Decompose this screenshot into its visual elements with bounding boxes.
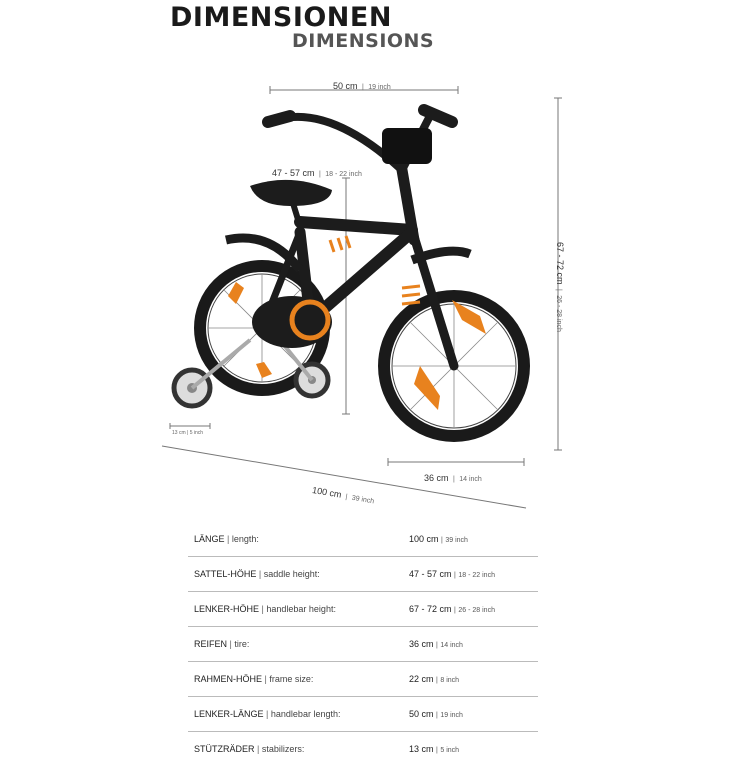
table-row bbox=[188, 592, 538, 627]
front-fender bbox=[412, 251, 470, 260]
spec-label: REIFEN | tire: bbox=[188, 627, 393, 662]
spec-label: LÄNGE | length: bbox=[188, 522, 393, 557]
tire-label: 36 cm | 14 inch bbox=[424, 468, 482, 486]
spec-value: 50 cm | 19 inch bbox=[393, 697, 538, 732]
spec-label: SATTEL-HÖHE | saddle height: bbox=[188, 557, 393, 592]
table-row bbox=[188, 627, 538, 662]
spec-value: 13 cm | 5 inch bbox=[393, 732, 538, 766]
tire-diameter-line bbox=[388, 458, 524, 466]
spec-label: LENKER-LÄNGE | handlebar length: bbox=[188, 697, 393, 732]
stabilizer-label: 13 cm | 5 inch bbox=[172, 430, 203, 436]
spec-value: 100 cm | 39 inch bbox=[393, 522, 538, 557]
spec-label: LENKER-HÖHE | handlebar height: bbox=[188, 592, 393, 627]
spec-label: RAHMEN-HÖHE | frame size: bbox=[188, 662, 393, 697]
saddle bbox=[250, 180, 332, 206]
spec-value: 22 cm | 8 inch bbox=[393, 662, 538, 697]
width-label: 50 cm | 19 inch bbox=[333, 76, 391, 94]
title-german: DIMENSIONEN bbox=[170, 2, 392, 33]
stabilizer-width-line bbox=[170, 423, 210, 429]
total-height-label: 67 - 72 cm | 26 - 28 inch bbox=[552, 242, 570, 332]
spec-label: STÜTZRÄDER | stabilizers: bbox=[188, 732, 393, 766]
stabilizer-wheels bbox=[174, 340, 328, 406]
table-row bbox=[188, 732, 538, 766]
spec-value: 36 cm | 14 inch bbox=[393, 627, 538, 662]
specs-table bbox=[188, 522, 538, 766]
chain-guard bbox=[252, 296, 332, 348]
total-length-label: 100 cm | 39 inch bbox=[311, 480, 376, 508]
spec-value: 67 - 72 cm | 26 - 28 inch bbox=[393, 592, 538, 627]
spec-value: 47 - 57 cm | 18 - 22 inch bbox=[393, 557, 538, 592]
table-row bbox=[188, 557, 538, 592]
table-row bbox=[188, 522, 538, 557]
saddle-height-label: 47 - 57 cm | 18 - 22 inch bbox=[272, 163, 362, 181]
table-row bbox=[188, 662, 538, 697]
table-row bbox=[188, 697, 538, 732]
title-english: DIMENSIONS bbox=[292, 30, 434, 52]
handlebar-bag bbox=[382, 128, 432, 164]
